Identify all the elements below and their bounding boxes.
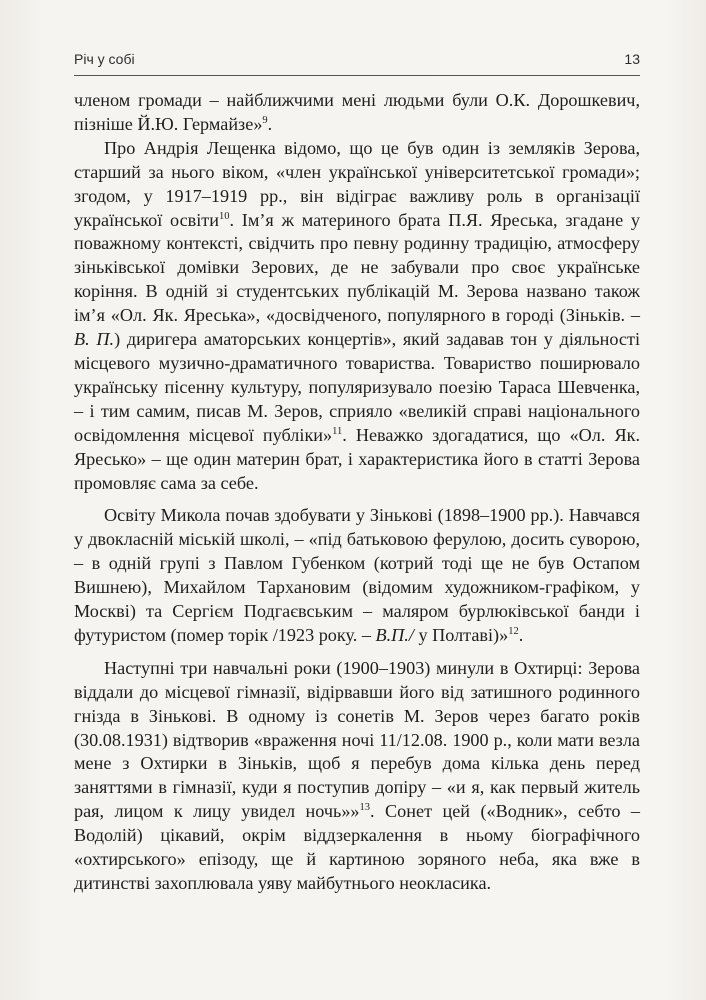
footnote-ref: 12 [508,625,519,637]
footnote-ref: 9 [262,114,268,126]
footnote-ref: 10 [218,210,230,222]
page-number: 13 [624,51,640,67]
text-run: . [267,113,273,134]
text-run: у Полтаві)» [413,624,509,645]
text-run: Наступні три навчальні роки (1900–1903) минули в Охтирці: Зерова віддали до місцевої гімназії, відірвавши його від затишного родинного гнізда в Зінькові. В одному із сонетів М. Зеров через багато років (30.08.1931) відтворив «враження ночі 11/12.08. 1900 р., коли мати везла мене з Охтирки в Зіньків, щоб я перебув дома кілька день перед заняттями в гімназії, куди я поступив допіру – «и я, как первый житель рая, лицом к лицу увидел ночь»» [74,657,640,822]
editor-initials: В. П. [74,329,115,350]
header-rule [74,75,640,76]
text-run: Про Андрія Лещенка відомо, що це був один із земляків Зерова, старший за нього віком, «член української університетської громади»; згодом, у 1917–1919 рр., він відіграє важливу роль в організації української освіти [74,137,640,230]
footnote-ref: 13 [359,802,371,814]
paragraph [74,137,640,496]
text-run: . [518,624,524,645]
running-title: Річ у собі [74,51,135,67]
text-run: членом громади – найближчими мені людьми були О.К. Дорошкевич, пізніше Й.Ю. Гермайзе» [74,90,640,134]
running-header [74,51,640,73]
text-run: . Ім’я ж материного брата П.Я. Яреська, згадане у поважному контексті, свідчить про певну родинну традицію, атмосферу зіньківської домівки Зерових, де не забували про своє українське коріння. В одній зі студентських публікацій М. Зерова названо також ім’я «Ол. Як. Яреська», «досвідченого, популярного в городі (Зіньків. – [74,209,640,326]
text-run: . Сонет цей («Водник», себто – Водолій) цікавий, окрім віддзеркалення в ньому біографічного «охтирського» епізоду, ще й картиною зоряного неба, яка вже в дитинстві захоплювала уяву майбутнього неокласика. [74,801,640,893]
paragraph [74,657,640,896]
footnote-ref: 11 [332,425,343,437]
paragraph [74,504,640,647]
paragraph [74,89,640,137]
text-run: ) диригера аматорських концертів», який задавав тон у діяльності місцевого музично-драматичного товариства. Товариство поширювало українську пісенну культуру, популяризувало поезію Тараса Шевченка, – і тим самим, писав М. Зеров, сприяло «великій справі національного освідомлення місцевої публіки» [74,329,640,445]
text-run: . Неважко здогадатися, що «Ол. Як. Яресько» – ще один материн брат, і характеристика його в статті Зерова промовляє сама за себе. [74,424,641,493]
body-text [74,89,640,896]
text-run: Освіту Микола почав здобувати у Зінькові (1898–1900 рр.). Навчався у двокласній міській школі, – «під батьковою ферулою, досить суворою, – в одній групі з Павлом Губенком (котрий тоді ще не був Остапом Вишнею), Михайлом Тархановим (відомим художником-графіком, у Москві) та Сергієм Подгаєвським – маляром бурлюківської банди і футуристом (помер торік /1923 року. – [74,505,640,645]
editor-initials: В.П./ [375,624,414,645]
